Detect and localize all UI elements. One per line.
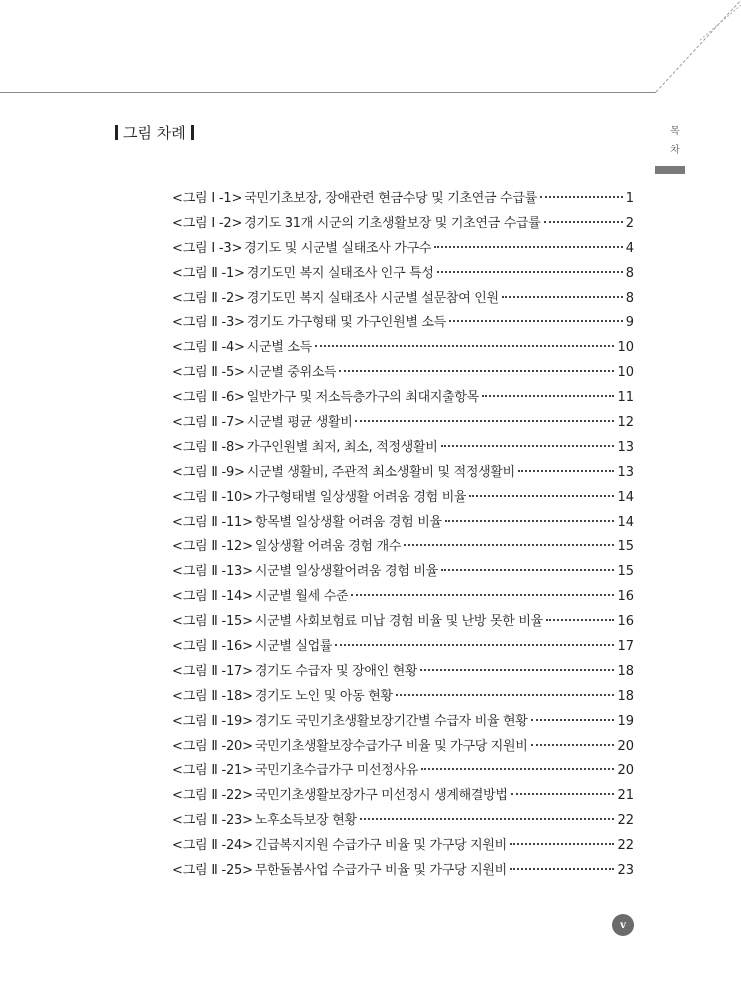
page-number: v <box>612 914 634 936</box>
toc-entry[interactable] <box>172 560 634 585</box>
dot-leader <box>544 221 623 223</box>
section-title-text: 그림 차례 <box>123 124 186 142</box>
dot-leader <box>531 744 615 746</box>
figure-list <box>172 187 634 884</box>
figure-title: 가구인원별 최저, 최소, 적정생활비 <box>246 439 438 455</box>
dot-leader <box>518 470 615 472</box>
toc-entry[interactable] <box>172 237 634 262</box>
figure-label: <그림 Ⅱ -1> <box>172 265 245 281</box>
figure-title: 긴급복지지원 수급가구 비율 및 가구당 지원비 <box>254 838 507 854</box>
figure-title: 경기도 31개 시군의 기초생활보장 및 기초연금 수급률 <box>244 215 541 231</box>
figure-title: 일반가구 및 저소득층가구의 최대지출항목 <box>246 390 479 406</box>
figure-page: 20 <box>617 763 634 779</box>
dot-leader <box>421 768 614 770</box>
figure-label: <그림 Ⅱ -4> <box>172 340 245 356</box>
toc-entry[interactable] <box>172 461 634 486</box>
dot-leader <box>441 569 615 571</box>
corner-decoration <box>0 0 741 100</box>
figure-title: 경기도민 복지 실태조사 인구 특성 <box>246 265 434 281</box>
figure-page: 22 <box>617 838 634 854</box>
dot-leader <box>546 619 615 621</box>
figure-page: 10 <box>617 340 634 356</box>
figure-page: 11 <box>617 390 634 406</box>
figure-label: <그림 Ⅱ -24> <box>172 838 253 854</box>
figure-title: 경기도 가구형태 및 가구인원별 소득 <box>246 315 446 331</box>
dot-leader <box>355 420 614 422</box>
section-title <box>115 122 194 143</box>
toc-entry[interactable] <box>172 585 634 610</box>
toc-entry[interactable] <box>172 784 634 809</box>
toc-entry[interactable] <box>172 610 634 635</box>
dot-leader <box>437 271 623 273</box>
dot-leader <box>360 818 615 820</box>
dot-leader <box>510 868 615 870</box>
figure-label: <그림 Ⅱ -9> <box>172 464 245 480</box>
dot-leader <box>434 246 623 248</box>
toc-entry[interactable] <box>172 262 634 287</box>
figure-page: 16 <box>617 614 634 630</box>
dot-leader <box>469 495 614 497</box>
figure-label: <그림 Ⅱ -2> <box>172 290 245 306</box>
toc-entry[interactable] <box>172 486 634 511</box>
figure-label: <그림 Ⅱ -23> <box>172 813 253 829</box>
figure-page: 21 <box>617 788 634 804</box>
figure-page: 1 <box>625 191 634 206</box>
toc-entry[interactable] <box>172 535 634 560</box>
dot-leader <box>441 445 615 447</box>
dot-leader <box>445 520 615 522</box>
figure-title: 시군별 평균 생활비 <box>246 415 353 431</box>
figure-label: <그림 Ⅱ -6> <box>172 390 245 406</box>
dot-leader <box>351 594 614 596</box>
dot-leader <box>449 320 623 322</box>
toc-entry[interactable] <box>172 859 634 884</box>
toc-entry[interactable] <box>172 685 634 710</box>
figure-title: 경기도민 복지 실태조사 시군별 설문참여 인원 <box>246 290 499 306</box>
toc-entry[interactable] <box>172 187 634 212</box>
figure-page: 8 <box>625 265 634 281</box>
figure-page: 19 <box>617 713 634 729</box>
figure-label: <그림 Ⅱ -16> <box>172 639 253 655</box>
dot-leader <box>404 544 614 546</box>
figure-label: <그림 Ⅱ -14> <box>172 589 253 605</box>
figure-title: 경기도 노인 및 아동 현황 <box>254 688 393 704</box>
side-tab-bar <box>655 166 685 174</box>
toc-entry[interactable] <box>172 287 634 312</box>
figure-page: 13 <box>617 439 634 455</box>
dot-leader <box>531 719 615 721</box>
figure-title: 국민기초수급가구 미선정사유 <box>254 763 418 779</box>
toc-entry[interactable] <box>172 436 634 461</box>
figure-label: <그림 Ⅰ -2> <box>172 215 243 231</box>
figure-label: <그림 Ⅱ -5> <box>172 365 245 381</box>
figure-page: 16 <box>617 589 634 605</box>
figure-page: 22 <box>617 813 634 829</box>
title-bar-right <box>191 125 194 140</box>
toc-entry[interactable] <box>172 361 634 386</box>
figure-label: <그림 Ⅱ -11> <box>172 514 253 530</box>
toc-entry[interactable] <box>172 511 634 536</box>
figure-title: 무한돌봄사업 수급가구 비율 및 가구당 지원비 <box>254 863 507 879</box>
figure-title: 경기도 및 시군별 실태조사 가구수 <box>244 240 432 256</box>
toc-entry[interactable] <box>172 212 634 237</box>
figure-label: <그림 Ⅱ -8> <box>172 439 245 455</box>
figure-page: 2 <box>625 215 634 231</box>
figure-label: <그림 Ⅱ -12> <box>172 539 253 555</box>
dot-leader <box>396 694 615 696</box>
figure-page: 15 <box>617 564 634 580</box>
figure-page: 18 <box>617 663 634 679</box>
dot-leader <box>540 196 623 198</box>
toc-entry[interactable] <box>172 411 634 436</box>
toc-entry[interactable] <box>172 809 634 834</box>
dot-leader <box>335 644 614 646</box>
figure-title: 시군별 실업률 <box>254 639 333 655</box>
toc-entry[interactable] <box>172 336 634 361</box>
figure-title: 국민기초보장, 장애관련 현금수당 및 기초연금 수급률 <box>244 191 537 206</box>
figure-page: 14 <box>617 514 634 530</box>
figure-title: 경기도 국민기초생활보장기간별 수급자 비율 현황 <box>254 713 528 729</box>
header-rule <box>0 92 656 93</box>
figure-title: 일상생활 어려움 경험 개수 <box>254 539 402 555</box>
figure-title: 시군별 월세 수준 <box>254 589 349 605</box>
dot-leader <box>510 843 615 845</box>
figure-label: <그림 Ⅱ -21> <box>172 763 253 779</box>
toc-entry[interactable] <box>172 635 634 660</box>
figure-page: 18 <box>617 688 634 704</box>
figure-label: <그림 Ⅰ -1> <box>172 191 243 206</box>
figure-title: 가구형태별 일상생활 어려움 경험 비율 <box>254 489 467 505</box>
figure-page: 9 <box>625 315 634 331</box>
figure-title: 경기도 수급자 및 장애인 현황 <box>254 663 418 679</box>
figure-label: <그림 Ⅱ -20> <box>172 738 253 754</box>
side-tab[interactable] <box>660 122 690 160</box>
side-tab-char: 차 <box>670 145 680 156</box>
toc-entry[interactable] <box>172 386 634 411</box>
figure-page: 4 <box>625 240 634 256</box>
figure-label: <그림 Ⅱ -15> <box>172 614 253 630</box>
dot-leader <box>511 793 615 795</box>
figure-title: 노후소득보장 현황 <box>254 813 357 829</box>
figure-title: 국민기초생활보장수급가구 비율 및 가구당 지원비 <box>254 738 528 754</box>
figure-label: <그림 Ⅱ -22> <box>172 788 253 804</box>
dot-leader <box>315 345 615 347</box>
figure-label: <그림 Ⅱ -3> <box>172 315 245 331</box>
figure-page: 8 <box>625 290 634 306</box>
figure-label: <그림 Ⅰ -3> <box>172 240 243 256</box>
figure-page: 12 <box>617 415 634 431</box>
figure-label: <그림 Ⅱ -18> <box>172 688 253 704</box>
figure-title: 시군별 생활비, 주관적 최소생활비 및 적정생활비 <box>246 464 515 480</box>
figure-label: <그림 Ⅱ -7> <box>172 415 245 431</box>
side-tab-char: 목 <box>670 126 680 137</box>
figure-page: 13 <box>617 464 634 480</box>
figure-label: <그림 Ⅱ -13> <box>172 564 253 580</box>
figure-page: 17 <box>617 639 634 655</box>
figure-label: <그림 Ⅱ -17> <box>172 663 253 679</box>
figure-title: 국민기초생활보장가구 미선정시 생계해결방법 <box>254 788 508 804</box>
figure-title: 항목별 일상생활 어려움 경험 비율 <box>254 514 442 530</box>
figure-label: <그림 Ⅱ -10> <box>172 489 253 505</box>
figure-label: <그림 Ⅱ -25> <box>172 863 253 879</box>
title-bar-left <box>115 125 118 140</box>
figure-page: 15 <box>617 539 634 555</box>
figure-label: <그림 Ⅱ -19> <box>172 713 253 729</box>
dot-leader <box>502 296 623 298</box>
figure-page: 10 <box>617 365 634 381</box>
figure-title: 시군별 사회보험료 미납 경험 비율 및 난방 못한 비율 <box>254 614 543 630</box>
figure-title: 시군별 소득 <box>246 340 312 356</box>
toc-entry[interactable] <box>172 759 634 784</box>
toc-entry[interactable] <box>172 834 634 859</box>
dot-leader <box>482 395 615 397</box>
figure-page: 20 <box>617 738 634 754</box>
dot-leader <box>420 669 614 671</box>
toc-entry[interactable] <box>172 660 634 685</box>
toc-entry[interactable] <box>172 311 634 336</box>
toc-entry[interactable] <box>172 710 634 735</box>
figure-page: 14 <box>617 489 634 505</box>
figure-title: 시군별 일상생활어려움 경험 비율 <box>254 564 438 580</box>
figure-page: 23 <box>617 863 634 879</box>
toc-entry[interactable] <box>172 735 634 760</box>
figure-title: 시군별 중위소득 <box>246 365 337 381</box>
dot-leader <box>339 370 614 372</box>
